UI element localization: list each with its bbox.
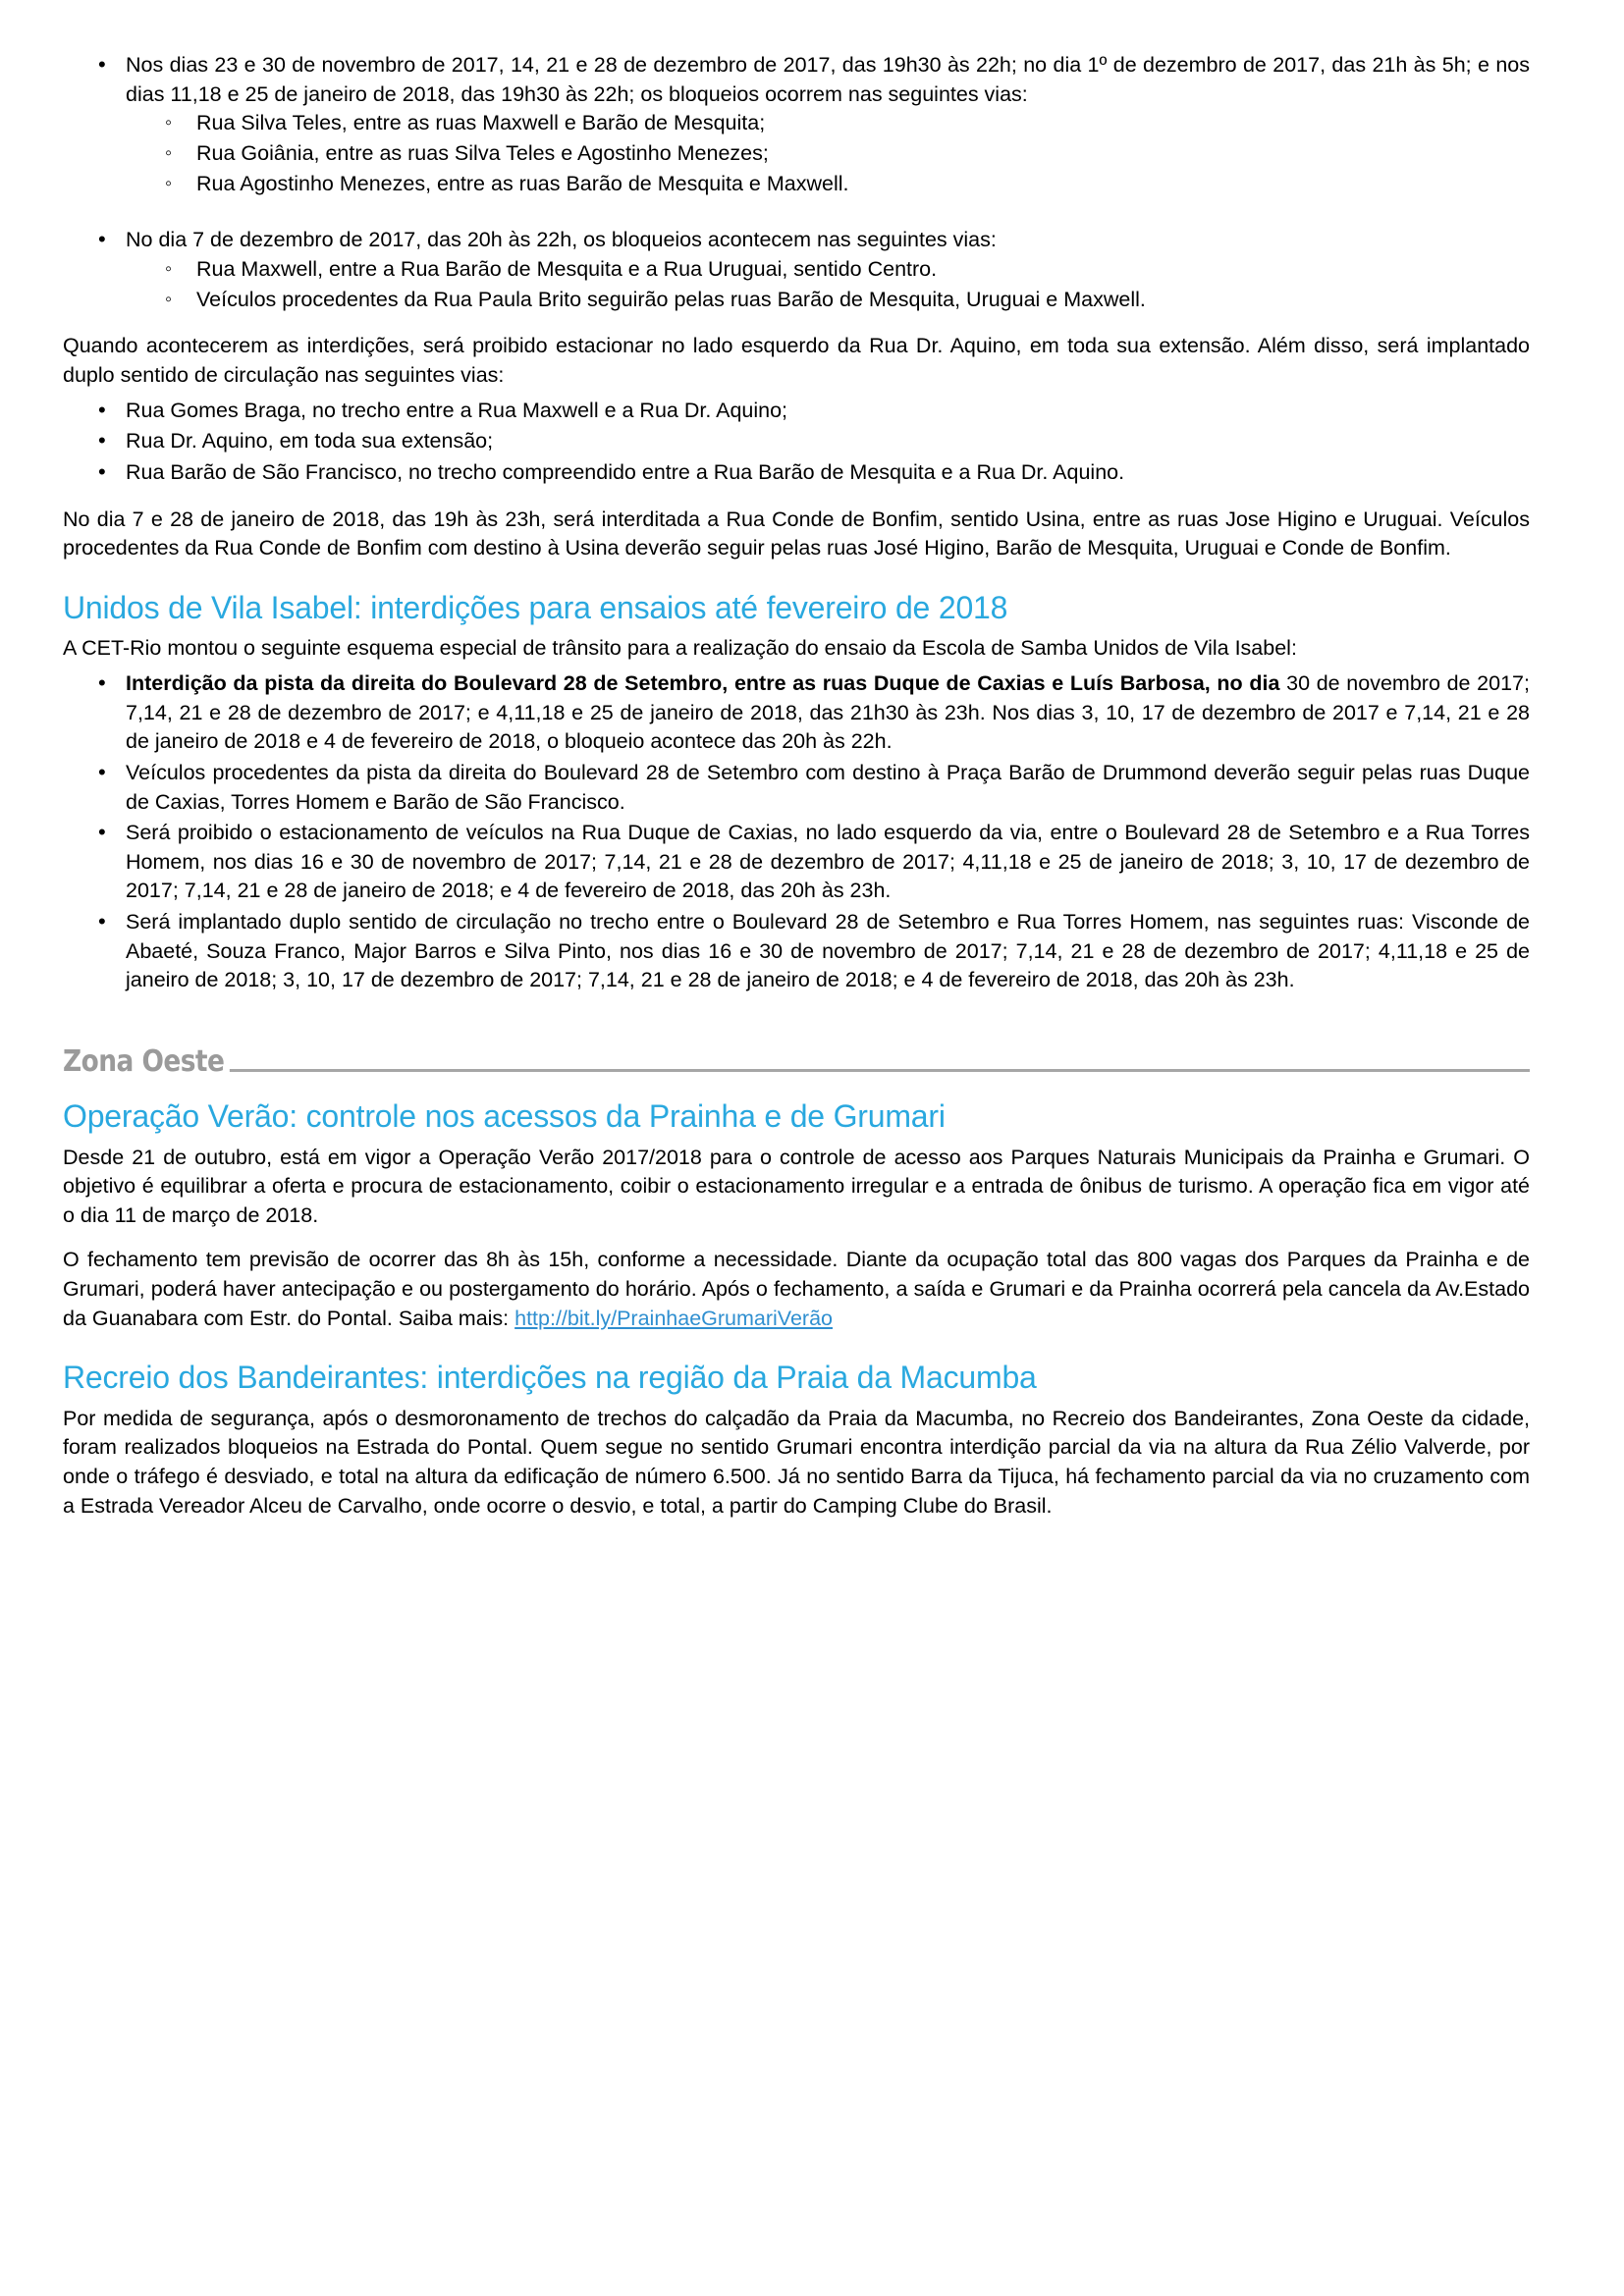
paragraph-vila-isabel-intro: A CET-Rio montou o seguinte esquema especial de trânsito para a realização do ensaio da Escola de Samba Unidos de Vila Isabel: bbox=[63, 636, 1297, 661]
bullet-list-blockades bbox=[63, 51, 1530, 198]
paragraph-conde-bonfim: No dia 7 e 28 de janeiro de 2018, das 19h às 23h, será interditada a Rua Conde de Bonfim, sentido Usina, entre as ruas Jose Higino e Uruguai. Veículos procedentes da Rua Conde de Bonfim com destino à Usina deverão seguir pelas ruas José Higino, Barão de Mesquita, Uruguai e Conde de Bonfim. bbox=[63, 507, 1530, 561]
spacer bbox=[63, 200, 1530, 226]
bullet-text: 30 de novembro de 2017; 7,14, 21 e 28 de dezembro de 2017; e 4,11,18 e 25 de janeiro de 2018, das 21h30 às 23h. Nos dias 3, 10, 17 de dezembro de 2017 e 7,14, 21 e 28 de janeiro de 2018 e 4 de fevereiro de 2018, o bloqueio acontece das 20h às 22h. bbox=[126, 670, 1530, 754]
divider bbox=[63, 1069, 1530, 1072]
paragraph-interdicoes: Quando acontecerem as interdições, será proibido estacionar no lado esquerdo da Rua Dr. Aquino, em toda sua extensão. Além disso, será implantado duplo sentido de circulação nas seguintes vias: bbox=[63, 334, 1530, 387]
spacer bbox=[63, 490, 1530, 506]
spacer bbox=[63, 316, 1530, 332]
list-item: ◦ Veículos procedentes da Rua Paula Brito seguirão pelas ruas Barão de Mesquita, Uruguai e Maxwell. bbox=[126, 286, 1530, 315]
paragraph-verao-2-text: O fechamento tem previsão de ocorrer das 8h às 15h, conforme a necessidade. Diante da ocupação total das 800 vagas dos Parques da Prainha e de Grumari, poderá haver antecipação e ou postergamento do horário. Após o fechamento, a saída e Grumari e da Prainha ocorrerá pela cancela da Av.Estado da Guanabara com Estr. do Pontal. Saiba mais: bbox=[63, 1248, 1530, 1330]
zona-oeste-label: Zona Oeste bbox=[63, 1044, 230, 1079]
list-item: ◦ Rua Maxwell, entre a Rua Barão de Mesquita e a Rua Uruguai, sentido Centro. bbox=[126, 255, 1530, 285]
zona-oeste-header bbox=[63, 1044, 1530, 1079]
bullet-list-dec7 bbox=[63, 226, 1530, 314]
list-item: • Veículos procedentes da pista da direita do Boulevard 28 de Setembro com destino à Praça Barão de Drummond deverão seguir pelas ruas Duque de Caxias, Torres Homem e Barão de São Francisco. bbox=[63, 759, 1530, 817]
list-item bbox=[63, 51, 1530, 198]
bullet-text: No dia 7 de dezembro de 2017, das 20h às 22h, os bloqueios acontecem nas seguintes vias: bbox=[126, 228, 997, 252]
sub-list-vias-dec7 bbox=[126, 255, 1530, 314]
prainha-grumari-link[interactable]: http://bit.ly/PrainhaeGrumariVerão bbox=[514, 1306, 833, 1330]
section-title-recreio: Recreio dos Bandeirantes: interdições na região da Praia da Macumba bbox=[63, 1360, 1037, 1396]
list-item: ◦ Rua Silva Teles, entre as ruas Maxwell e Barão de Mesquita; bbox=[126, 109, 1530, 138]
bullet-text: Nos dias 23 e 30 de novembro de 2017, 14, 21 e 28 de dezembro de 2017, das 19h30 às 22h; no dia 1º de dezembro de 2017, das 21h às 5h; e nos dias 11,18 e 25 de janeiro de 2018, das 19h30 às 22h; os bloqueios ocorrem nas seguintes vias: bbox=[126, 53, 1530, 106]
list-item: • Será implantado duplo sentido de circulação no trecho entre o Boulevard 28 de Setembro e Rua Torres Homem, nas seguintes ruas: Visconde de Abaeté, Souza Franco, Major Barros e Silva Pinto, nos dias 16 e 30 de novembro de 2017; 7,14, 21 e 28 de dezembro de 2017; 4,11,18 e 25 de janeiro de 2018; 3, 10, 17 de dezembro de 2017; 7,14, 21 e 28 de janeiro de 2018; e 4 de fevereiro de 2018, das 20h às 23h. bbox=[63, 908, 1530, 995]
section-title-vila-isabel: Unidos de Vila Isabel: interdições para ensaios até fevereiro de 2018 bbox=[63, 589, 1008, 625]
bullet-text-bold: Interdição da pista da direita do Boulevard 28 de Setembro, entre as ruas Duque de Caxias e Luís Barbosa, no dia bbox=[126, 670, 1280, 695]
paragraph-recreio-1: Por medida de segurança, após o desmoronamento de trechos do calçadão da Praia da Macumba, no Recreio dos Bandeirantes, Zona Oeste da cidade, foram realizados bloqueios na Estrada do Pontal. Quem segue no sentido Grumari encontra interdição parcial da via na altura da Rua Zélio Valverde, por onde o tráfego é desviado, e total na altura da edificação de número 6.500. Já no sentido Barra da Tijuca, há fechamento parcial da via no cruzamento com a Estrada Vereador Alceu de Carvalho, onde ocorre o desvio, e total, a partir do Camping Clube do Brasil. bbox=[63, 1406, 1530, 1518]
paragraph-verao-1: Desde 21 de outubro, está em vigor a Operação Verão 2017/2018 para o controle de acesso aos Parques Naturais Municipais da Prainha e Grumari. O objetivo é equilibrar a oferta e procura de estacionamento, coibir o estacionamento irregular e a entrada de ônibus de turismo. A operação fica em vigor até o dia 11 de março de 2018. bbox=[63, 1145, 1530, 1227]
list-item bbox=[63, 226, 1530, 314]
list-item: • Será proibido o estacionamento de veículos na Rua Duque de Caxias, no lado esquerdo da via, entre o Boulevard 28 de Setembro e a Rua Torres Homem, nos dias 16 e 30 de novembro de 2017; 7,14, 21 e 28 de dezembro de 2017; 4,11,18 e 25 de janeiro de 2018; 3, 10, 17 de dezembro de 2017; 7,14, 21 e 28 de janeiro de 2018; e 4 de fevereiro de 2018, das 20h às 23h. bbox=[63, 819, 1530, 906]
sub-list-vias bbox=[126, 109, 1530, 198]
list-item: • Rua Barão de São Francisco, no trecho compreendido entre a Rua Barão de Mesquita e a Rua Dr. Aquino. bbox=[63, 458, 1530, 488]
section-title-operacao-verao: Operação Verão: controle nos acessos da Prainha e de Grumari bbox=[63, 1098, 946, 1135]
document-content bbox=[63, 51, 1530, 1521]
list-item: • Rua Dr. Aquino, em toda sua extensão; bbox=[63, 427, 1530, 456]
bullet-list-duplo-sentido bbox=[63, 397, 1530, 488]
list-item: • Rua Gomes Braga, no trecho entre a Rua Maxwell e a Rua Dr. Aquino; bbox=[63, 397, 1530, 426]
list-item bbox=[63, 669, 1530, 757]
bullet-list-vila-isabel bbox=[63, 669, 1530, 995]
list-item: ◦ Rua Agostinho Menezes, entre as ruas Barão de Mesquita e Maxwell. bbox=[126, 170, 1530, 199]
list-item: ◦ Rua Goiânia, entre as ruas Silva Teles e Agostinho Menezes; bbox=[126, 139, 1530, 169]
paragraph-verao-2 bbox=[63, 1246, 1530, 1333]
